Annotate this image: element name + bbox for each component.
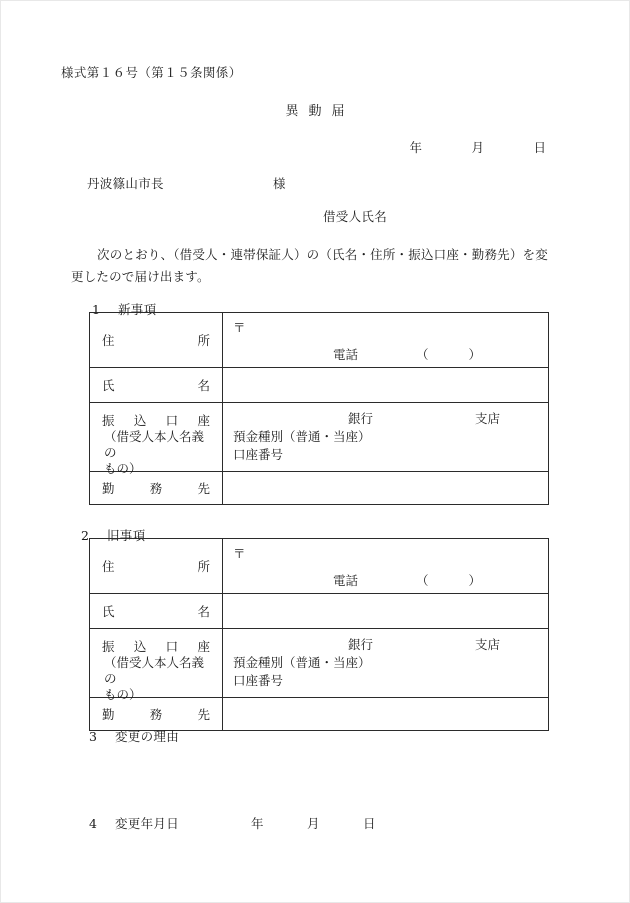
- section-label: 変更の理由: [115, 729, 180, 744]
- row-value-cell-workplace[interactable]: [223, 472, 549, 505]
- row-label-cell-bank-account: [90, 403, 223, 476]
- row-label-cell-address: [90, 313, 223, 368]
- telephone-paren-close: ）: [468, 347, 482, 362]
- table-row-name: [90, 368, 549, 403]
- date-day-label: 日: [533, 140, 546, 155]
- row-label-cell-address: [90, 539, 223, 594]
- row-label-address: 住所: [102, 559, 210, 574]
- submission-date-line: [1, 138, 629, 156]
- row-sublabel-bank-account-line1: （借受人本人名義の: [104, 429, 205, 460]
- date-year-label: 年: [409, 140, 422, 155]
- telephone-label: 電話: [333, 347, 359, 362]
- addressee-honorific: 様: [273, 176, 286, 191]
- account-number-label[interactable]: 口座番号: [233, 673, 284, 688]
- telephone-field[interactable]: [333, 571, 481, 589]
- page-title: 異動届: [285, 104, 355, 119]
- table-row-name: [90, 594, 549, 629]
- change-date-fields[interactable]: [251, 814, 376, 832]
- old-items-table: [89, 538, 549, 731]
- bank-branch-field[interactable]: [348, 409, 500, 427]
- change-date-day-label: 日: [363, 816, 376, 831]
- section-number: 2: [81, 528, 90, 543]
- row-value-cell-address[interactable]: [223, 313, 549, 368]
- row-label-cell-name: [90, 594, 223, 629]
- row-value-cell-bank-account[interactable]: [223, 629, 549, 698]
- form-number: 様式第１６号（第１５条関係）: [61, 65, 242, 80]
- section-label: 旧事項: [107, 528, 146, 543]
- section-number: 3: [89, 729, 98, 744]
- deposit-type-label[interactable]: 預金種別（普通・当座）: [233, 655, 371, 670]
- table-row-bank-account: [90, 403, 549, 472]
- branch-label: 支店: [475, 411, 501, 426]
- table-row-address: [90, 539, 549, 594]
- row-label-workplace: 勤務先: [102, 481, 210, 496]
- row-label-workplace: 勤務先: [102, 707, 210, 722]
- section-heading-reason: [89, 727, 179, 745]
- deposit-type-label[interactable]: 預金種別（普通・当座）: [233, 429, 371, 444]
- row-label-cell-name: [90, 368, 223, 403]
- section-label: 変更年月日: [115, 816, 180, 831]
- branch-label: 支店: [475, 637, 501, 652]
- telephone-paren-open: （: [416, 347, 429, 362]
- section-label: 新事項: [118, 302, 157, 317]
- bank-branch-field[interactable]: [348, 635, 500, 653]
- new-items-table: [89, 312, 549, 505]
- change-date-year-label: 年: [251, 816, 264, 831]
- table-row-bank-account: [90, 629, 549, 698]
- change-date-month-label: 月: [307, 816, 320, 831]
- row-sublabel-bank-account-line1: （借受人本人名義の: [104, 655, 205, 686]
- row-value-cell-name[interactable]: [223, 594, 549, 629]
- borrower-name-label: 借受人氏名: [323, 209, 388, 224]
- telephone-paren-close: ）: [468, 573, 482, 588]
- row-label-cell-bank-account: [90, 629, 223, 702]
- row-value-cell-workplace[interactable]: [223, 698, 549, 731]
- table-row-workplace: [90, 698, 549, 731]
- section-heading-change-date: [89, 814, 376, 832]
- row-value-cell-name[interactable]: [223, 368, 549, 403]
- telephone-label: 電話: [333, 573, 359, 588]
- row-label-bank-account: 振込口座: [102, 413, 210, 428]
- row-label-name: 氏名: [102, 378, 210, 393]
- postal-code-icon: 〒: [233, 320, 246, 335]
- bank-label: 銀行: [348, 411, 374, 426]
- body-paragraph: 次のとおり、（借受人・連帯保証人）の（氏名・住所・振込口座・勤務先）を変更したので届け出ます。: [71, 247, 548, 284]
- date-month-label: 月: [471, 140, 484, 155]
- row-value-cell-bank-account[interactable]: [223, 403, 549, 472]
- row-sublabel-bank-account-line2: もの）: [104, 687, 142, 702]
- bank-label: 銀行: [348, 637, 374, 652]
- section-number: 1: [92, 302, 101, 317]
- addressee: 丹波篠山市長: [87, 176, 164, 191]
- account-number-label[interactable]: 口座番号: [233, 447, 284, 462]
- row-label-name: 氏名: [102, 604, 210, 619]
- table-row-address: [90, 313, 549, 368]
- telephone-field[interactable]: [333, 345, 481, 363]
- row-label-address: 住所: [102, 333, 210, 348]
- table-row-workplace: [90, 472, 549, 505]
- telephone-paren-open: （: [416, 573, 429, 588]
- postal-code-icon: 〒: [233, 546, 246, 561]
- row-value-cell-address[interactable]: [223, 539, 549, 594]
- section-number: 4: [89, 816, 98, 831]
- row-sublabel-bank-account-line2: もの）: [104, 461, 142, 476]
- row-label-bank-account: 振込口座: [102, 639, 210, 654]
